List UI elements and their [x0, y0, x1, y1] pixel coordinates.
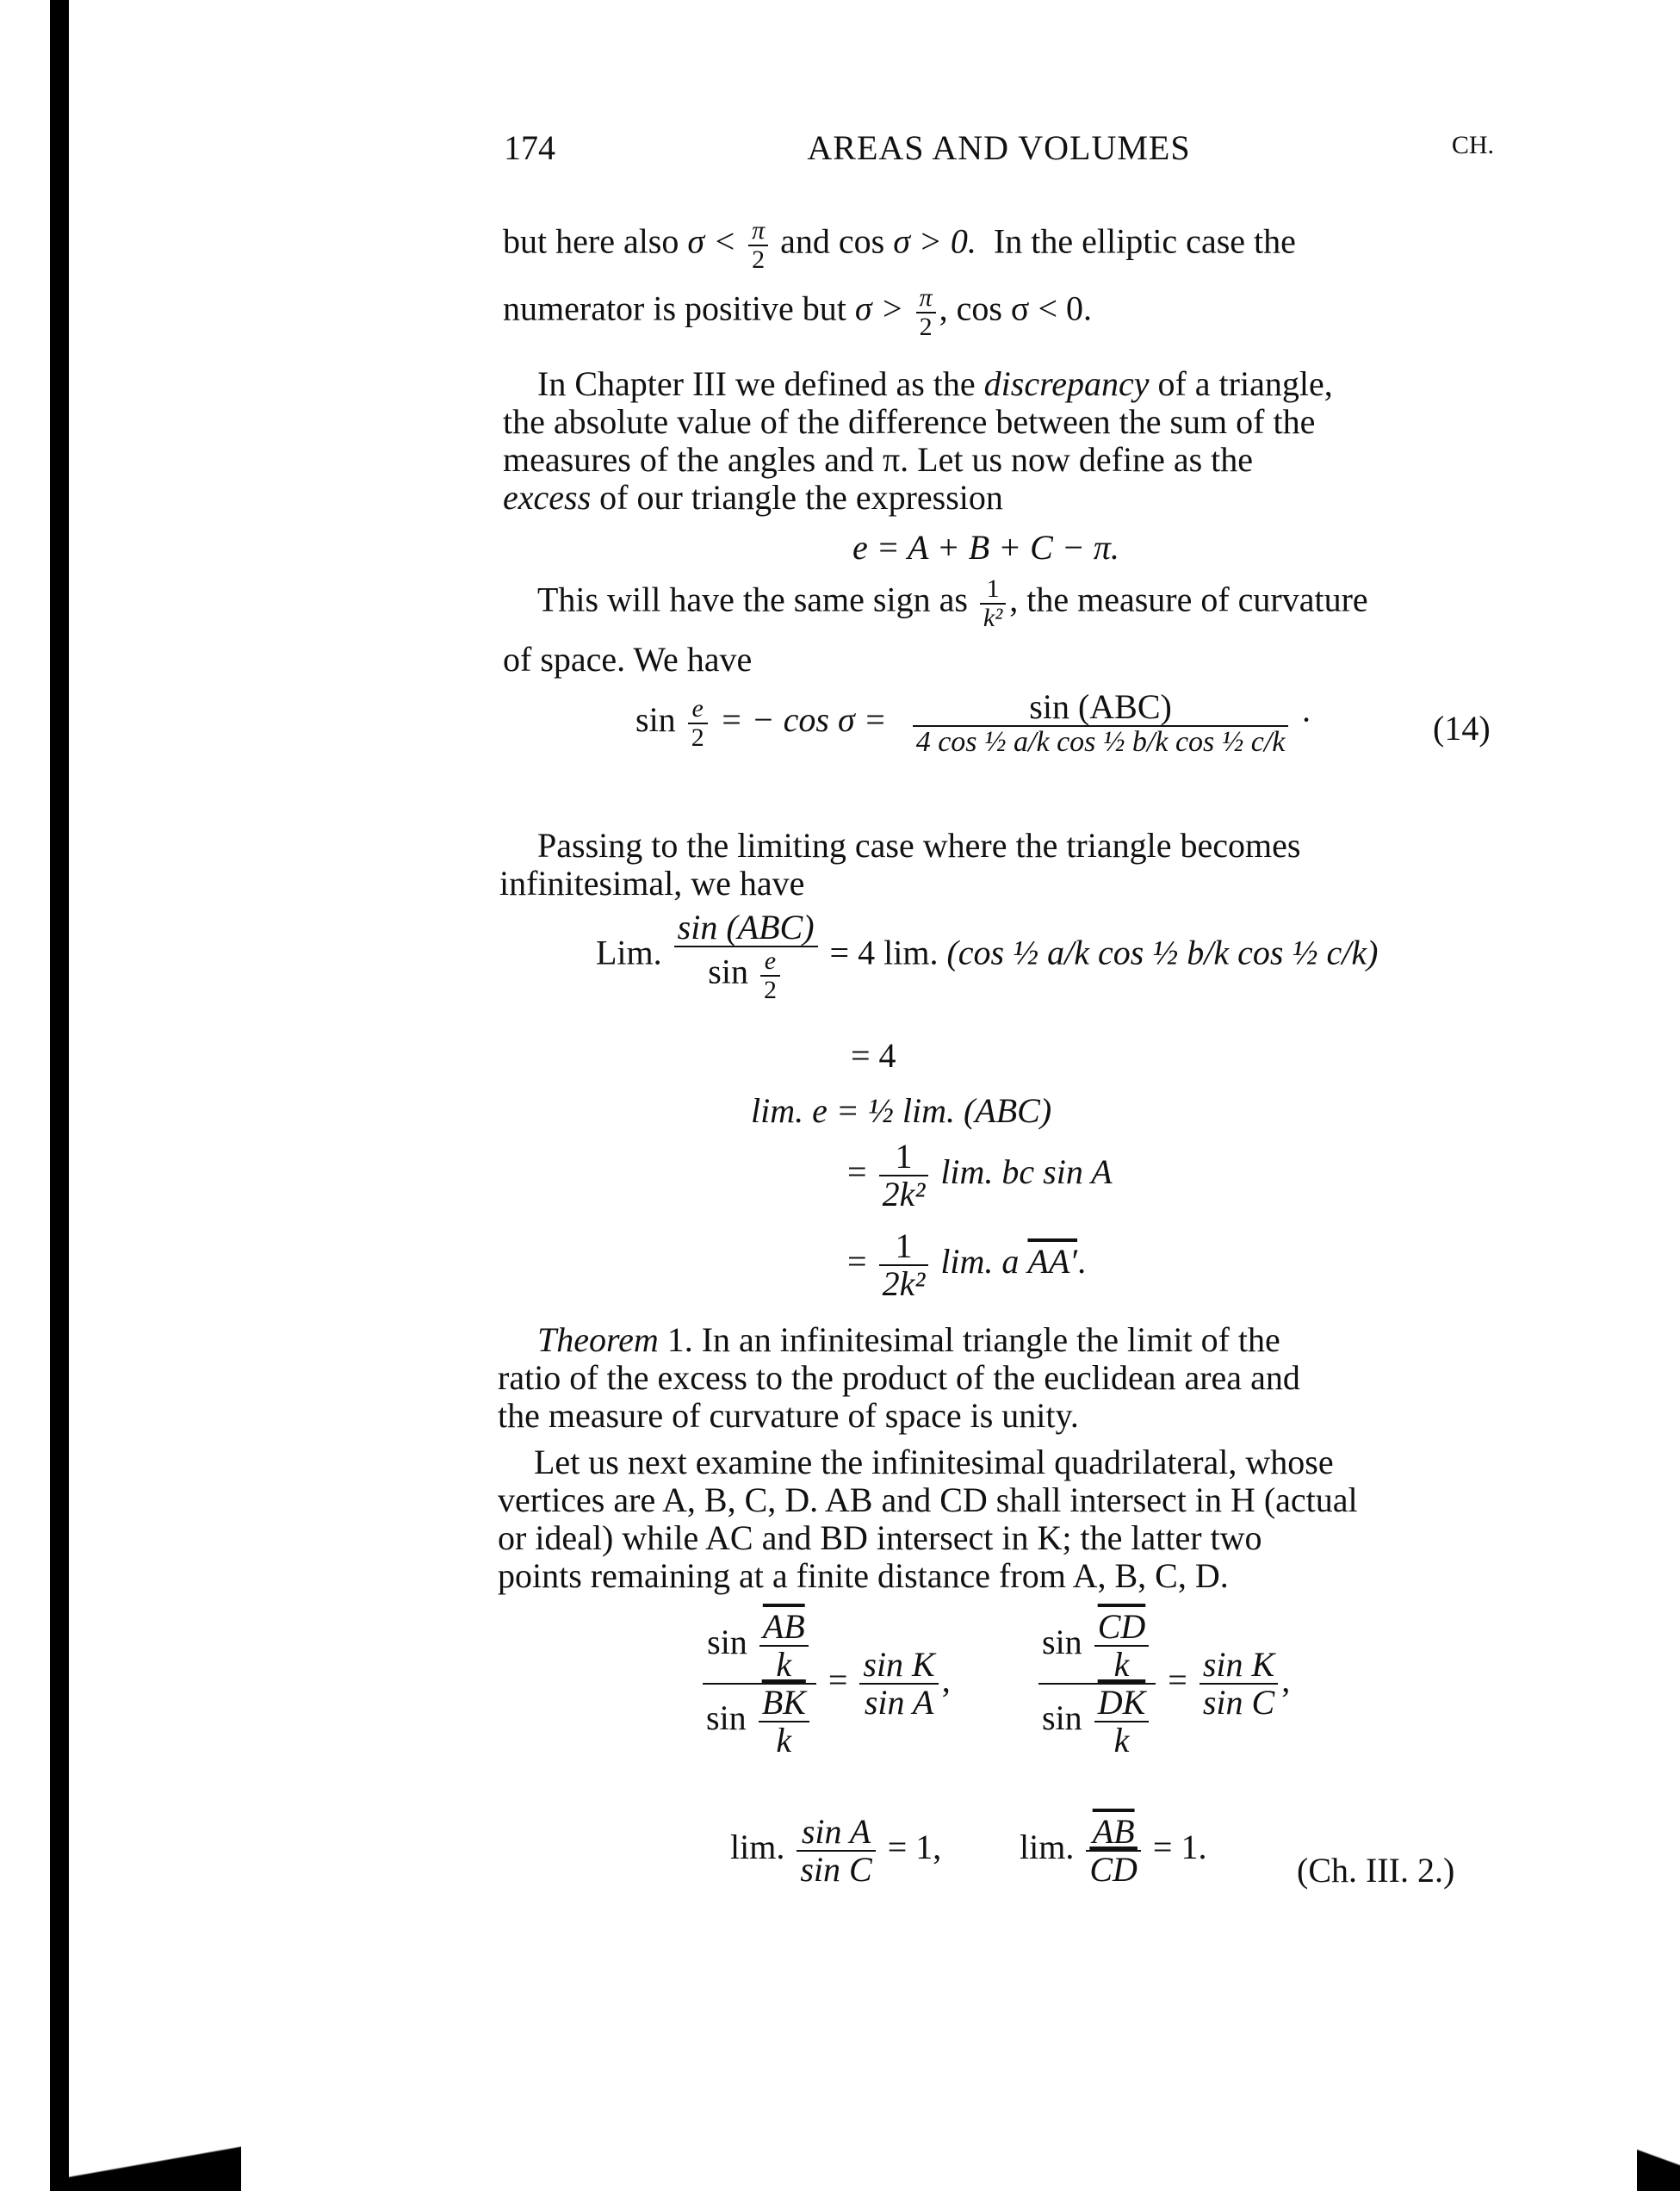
- limit-equation-4: = $\frac{1}{\text{2k²}}$ lim. bc sin A: [847, 1137, 1113, 1213]
- scan-corner-shadow-left: [69, 2139, 241, 2191]
- chapter-abbrev: CH.: [1451, 131, 1494, 159]
- page-header: [504, 127, 1494, 171]
- running-title: AREAS AND VOLUMES: [807, 128, 1191, 167]
- page-number: 174: [504, 128, 555, 167]
- para2-line3: measures of the angles and π. Let us now define as the: [503, 440, 1254, 479]
- excess-equation: e = A + B + C − π.: [852, 528, 1119, 567]
- para5-line1: Let us next examine the infinitesimal quadrilateral, whose: [534, 1443, 1334, 1481]
- pi-over-2: $\frac{\pi}{2}$: [748, 217, 768, 273]
- limit-equation-1: Lim. sin (ABC) sin $\frac{e}{2}$ = 4 lim. (cos ½ a/k cos ½ b/k cos ½ c/k): [596, 908, 1379, 1004]
- equation-label-14: (14): [1433, 709, 1491, 748]
- quad-limit-2: lim. $\frac{\overline{AB}}{CD}$ = 1.: [1020, 1812, 1207, 1889]
- para1-line1: but here also σ < $\frac{\pi}{2}$ and cos σ > 0. In the elliptic case the: [503, 216, 1296, 274]
- para4-line1: Passing to the limiting case where the triangle becomes: [537, 826, 1301, 865]
- pi-over-2-b: $\frac{\pi}{2}$: [916, 284, 936, 340]
- quad-limit-1: lim. $\frac{\text{sin A}}{\text{sin C}}$ = 1,: [730, 1812, 942, 1889]
- quad-equation-2: sin $\frac{\overline{CD}}{k}$ sin $\frac{\overline{DK}}{k}$ = $\frac{\text{sin K}}{\text{sin C}}$ ,: [1035, 1609, 1290, 1759]
- theorem-line2: ratio of the excess to the product of the euclidean area and: [498, 1358, 1300, 1397]
- chapter-reference: (Ch. III. 2.): [1297, 1851, 1455, 1890]
- limit-equation-5: = $\frac{1}{\text{2k²}}$ lim. a AA′.: [847, 1226, 1087, 1303]
- para5-line4: points remaining at a finite distance from A, B, C, D.: [498, 1556, 1229, 1595]
- para2-line2: the absolute value of the difference between the sum of the: [503, 402, 1316, 441]
- equation-14: sin $\frac{e}{2}$ = − cos σ = $\frac{\text{sin (ABC)}}{\text{4 cos ½ a/k cos ½ b/k cos ½ c/k}}$ ·: [635, 687, 1312, 758]
- limit-equation-2: = 4: [851, 1036, 896, 1075]
- para4-line2: infinitesimal, we have: [499, 864, 805, 903]
- scan-corner-shadow-right: [1637, 2122, 1680, 2191]
- para3-line1: This will have the same sign as $\frac{1}{\text{k²}}$ , the measure of curvature: [537, 574, 1368, 632]
- para2-line1: In Chapter III we defined as the discrepancy of a triangle,: [537, 364, 1333, 403]
- limit-equation-3: lim. e = ½ lim. (ABC): [751, 1091, 1052, 1130]
- scan-binding-shadow: [50, 0, 69, 2191]
- para1-line2: numerator is positive but σ > $\frac{\pi}{2}$ , cos σ < 0.: [503, 283, 1093, 341]
- para3-line2: of space. We have: [503, 640, 753, 679]
- theorem-line1: Theorem 1. In an infinitesimal triangle the limit of the: [537, 1320, 1280, 1359]
- para2-line4: excess of our triangle the expression: [503, 478, 1003, 517]
- para5-line2: vertices are A, B, C, D. AB and CD shall intersect in H (actual: [498, 1480, 1358, 1519]
- para5-line3: or ideal) while AC and BD intersect in K; the latter two: [498, 1518, 1262, 1557]
- quad-equation-1: sin $\frac{\overline{AB}}{k}$ sin $\frac{\overline{BK}}{k}$ = $\frac{\text{sin K}}{\text{sin A}}$ ,: [699, 1609, 951, 1759]
- theorem-line3: the measure of curvature of space is unity.: [498, 1396, 1079, 1435]
- scan-margin: [0, 0, 50, 2191]
- one-over-k2: $\frac{1}{\text{k²}}$: [980, 575, 1006, 631]
